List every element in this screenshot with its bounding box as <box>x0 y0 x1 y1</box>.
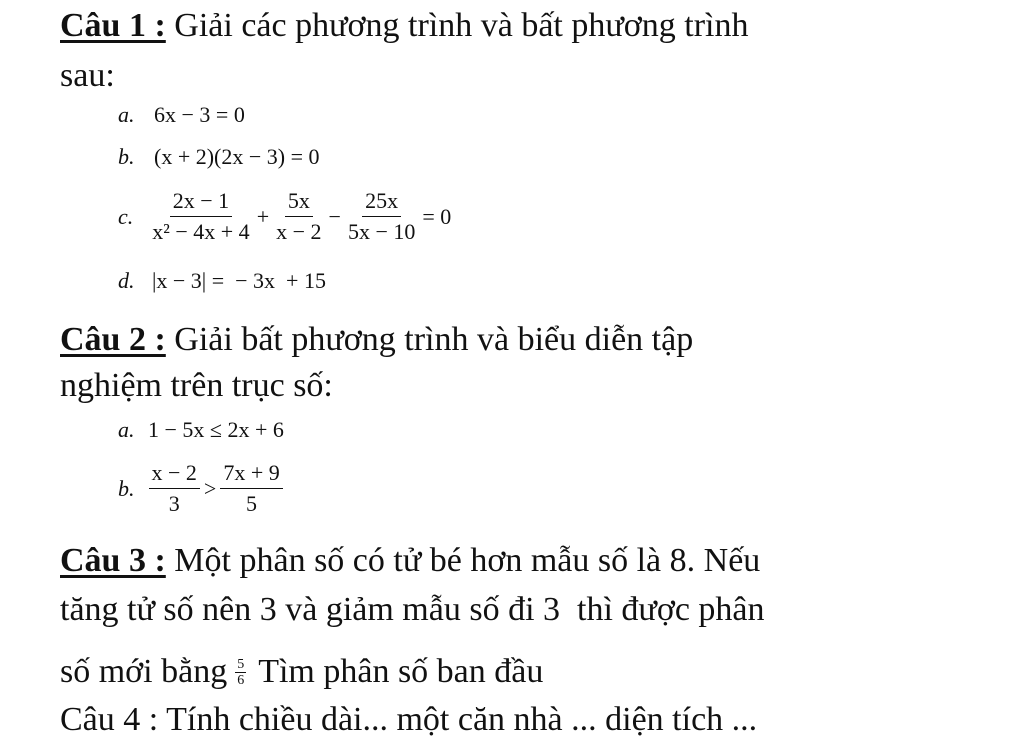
q1-text-line1: Giải các phương trình và bất phương trình <box>174 7 749 44</box>
fraction-denominator: 5x − 10 <box>347 219 416 244</box>
q3-heading <box>60 541 760 581</box>
q2-label: Câu 2 : <box>60 321 166 358</box>
q3-text-line3-a: số mới bằng <box>60 653 228 690</box>
fraction-numerator: 25x <box>362 188 401 217</box>
q3-text-line2: tăng tử số nên 3 và giảm mẫu số đi 3 thì được phân <box>60 591 765 628</box>
q1-item-c-fraction-1 <box>149 188 252 245</box>
cutoff-next-question: Câu 4 : Tính chiều dài... một căn nhà ... diện tích ... <box>60 701 758 738</box>
q3-label: Câu 3 : <box>60 542 166 579</box>
fraction-denominator: x² − 4x + 4 <box>152 219 250 244</box>
q2-item-b-fraction-1 <box>149 460 200 517</box>
q1-item-d-expr: |x − 3| = − 3x + 15 <box>152 268 326 293</box>
q3-text-line3-b: Tìm phân số ban đầu <box>258 653 544 690</box>
q1-item-c-letter: c. <box>118 203 134 229</box>
q1-item-d-letter: d. <box>118 268 135 293</box>
q1-text-line2: sau: <box>60 57 115 94</box>
q2-item-b <box>118 460 283 517</box>
q1-item-b-expr: (x + 2)(2x − 3) = 0 <box>154 144 320 169</box>
q1-item-a-letter: a. <box>118 102 135 127</box>
q1-item-b-letter: b. <box>118 144 135 169</box>
fraction-denominator: x − 2 <box>276 219 322 244</box>
greater-than-operator: > <box>203 475 217 501</box>
q3-text-line3 <box>60 652 543 692</box>
q2-text-line2: nghiệm trên trục số: <box>60 367 333 404</box>
q2-item-b-fraction-2 <box>220 460 282 517</box>
q2-item-b-letter: b. <box>118 475 135 501</box>
equation-tail: = 0 <box>422 203 452 229</box>
fraction-numerator: x − 2 <box>149 460 200 489</box>
plus-operator: + <box>256 203 270 229</box>
q3-text-line1: Một phân số có tử bé hơn mẫu số là 8. Nếu <box>174 542 761 579</box>
q3-fraction <box>235 657 246 688</box>
q1-item-a <box>118 102 245 128</box>
fraction-denominator: 6 <box>237 672 245 688</box>
q1-heading <box>60 6 748 46</box>
q2-item-a <box>118 417 284 443</box>
q1-item-b <box>118 144 320 170</box>
q2-text-line1: Giải bất phương trình và biểu diễn tập <box>174 321 694 358</box>
q1-item-c-fraction-2 <box>273 188 324 245</box>
q2-item-a-expr: 1 − 5x ≤ 2x + 6 <box>148 417 284 442</box>
q1-item-c <box>118 188 455 245</box>
fraction-denominator: 5 <box>246 491 258 516</box>
fraction-numerator: 5x <box>285 188 313 217</box>
q1-item-a-expr: 6x − 3 = 0 <box>154 102 245 127</box>
q1-label: Câu 1 : <box>60 7 166 44</box>
q1-item-c-fraction-3 <box>345 188 418 245</box>
q1-item-d <box>118 268 326 294</box>
fraction-numerator: 2x − 1 <box>170 188 232 217</box>
q2-item-a-letter: a. <box>118 417 135 442</box>
minus-operator: − <box>328 203 341 229</box>
fraction-denominator: 3 <box>168 491 180 516</box>
fraction-numerator: 5 <box>237 656 245 672</box>
fraction-numerator: 7x + 9 <box>220 460 282 489</box>
q2-heading <box>60 320 693 360</box>
